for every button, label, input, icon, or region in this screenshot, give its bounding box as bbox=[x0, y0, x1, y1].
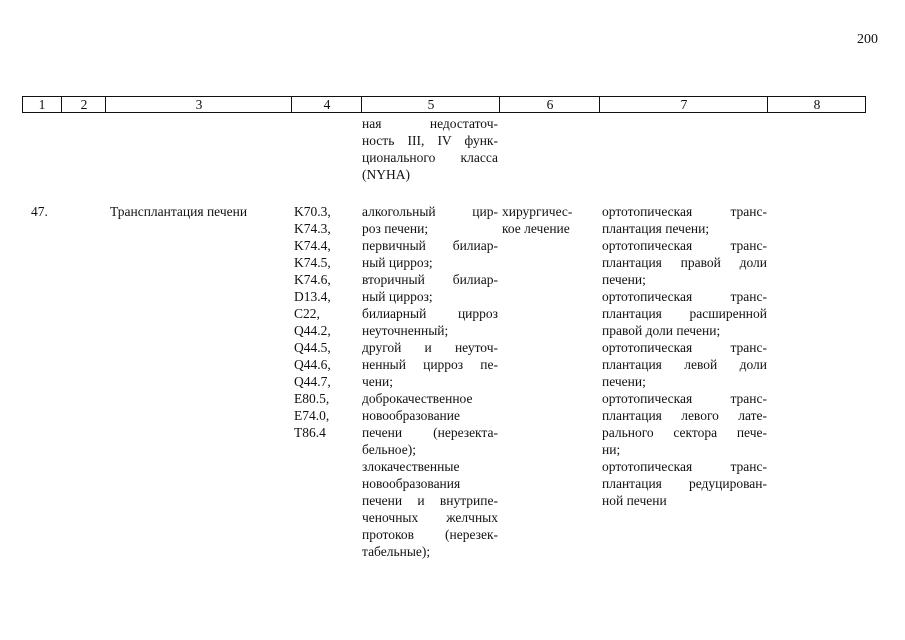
row-number: 47. bbox=[31, 204, 48, 219]
icd-code: K74.4, bbox=[294, 238, 331, 253]
treatment-type bbox=[502, 203, 572, 237]
method-line: плантация левой доли bbox=[602, 357, 767, 372]
row-name: Трансплантация печени bbox=[110, 204, 248, 219]
diagnosis-line: ченочных желчных bbox=[362, 510, 498, 525]
method-line: ортотопическая транс- bbox=[602, 204, 767, 219]
icd-code: E74.0, bbox=[294, 408, 330, 423]
treatment-line: хирургичес- bbox=[502, 204, 573, 219]
diagnosis-text bbox=[362, 203, 498, 560]
diagnosis-line: неуточненный; bbox=[362, 323, 449, 338]
method-line: ной печени bbox=[602, 493, 667, 508]
header-cell-4: 4 bbox=[291, 97, 362, 112]
diagnosis-line: бельное); bbox=[362, 442, 416, 457]
icd-code: Q44.2, bbox=[294, 323, 331, 338]
icd-code: E80.5, bbox=[294, 391, 330, 406]
method-line: плантация правой доли bbox=[602, 255, 767, 270]
icd-code: T86.4 bbox=[294, 425, 326, 440]
diagnosis-line: новообразования bbox=[362, 476, 461, 491]
header-cell-5: 5 bbox=[361, 97, 500, 112]
header-cell-8: 8 bbox=[767, 97, 866, 112]
icd-code: C22, bbox=[294, 306, 320, 321]
diagnosis-line: протоков (нерезек- bbox=[362, 527, 498, 542]
icd-code: Q44.7, bbox=[294, 374, 331, 389]
header-cell-3: 3 bbox=[105, 97, 292, 112]
icd-code: D13.4, bbox=[294, 289, 331, 304]
diagnosis-line: первичный билиар- bbox=[362, 238, 498, 253]
method-line: ортотопическая транс- bbox=[602, 391, 767, 406]
method-line: плантация левого лате- bbox=[602, 408, 767, 423]
treatment-methods bbox=[602, 203, 767, 509]
diagnosis-line: роз печени; bbox=[362, 221, 429, 236]
header-cell-2: 2 bbox=[61, 97, 106, 112]
diagnosis-line: табельные); bbox=[362, 544, 431, 559]
method-line: ортотопическая транс- bbox=[602, 459, 767, 474]
icd-code: Q44.5, bbox=[294, 340, 331, 355]
diagnosis-line: печени (нерезекта- bbox=[362, 425, 498, 440]
icd-code: Q44.6, bbox=[294, 357, 331, 372]
continuation-diagnosis bbox=[362, 115, 498, 183]
table-header-row bbox=[22, 96, 866, 113]
method-line: плантация расширенной bbox=[602, 306, 767, 321]
page-number: 200 bbox=[857, 32, 878, 47]
continuation-line: ная недостаточ- bbox=[362, 116, 498, 131]
diagnosis-line: злокачественные bbox=[362, 459, 460, 474]
header-cell-7: 7 bbox=[599, 97, 768, 112]
continuation-line: ность III, IV функ- bbox=[362, 133, 498, 148]
diagnosis-line: алкогольный цир- bbox=[362, 204, 498, 219]
header-cell-6: 6 bbox=[499, 97, 600, 112]
continuation-line: (NYHA) bbox=[362, 167, 410, 182]
method-line: ни; bbox=[602, 442, 621, 457]
method-line: печени; bbox=[602, 272, 646, 287]
method-line: ортотопическая транс- bbox=[602, 238, 767, 253]
method-line: плантация редуцирован- bbox=[602, 476, 767, 491]
icd-codes bbox=[294, 203, 331, 441]
method-line: ортотопическая транс- bbox=[602, 340, 767, 355]
diagnosis-line: ный цирроз; bbox=[362, 255, 433, 270]
icd-code: K74.5, bbox=[294, 255, 331, 270]
continuation-line: ционального класса bbox=[362, 150, 498, 165]
method-line: рального сектора пече- bbox=[602, 425, 767, 440]
diagnosis-line: вторичный билиар- bbox=[362, 272, 498, 287]
diagnosis-line: новообразование bbox=[362, 408, 461, 423]
icd-code: K74.3, bbox=[294, 221, 331, 236]
diagnosis-line: печени и внутрипе- bbox=[362, 493, 498, 508]
diagnosis-line: другой и неуточ- bbox=[362, 340, 498, 355]
method-line: плантация печени; bbox=[602, 221, 710, 236]
icd-code: K74.6, bbox=[294, 272, 331, 287]
diagnosis-line: доброкачественное bbox=[362, 391, 473, 406]
method-line: ортотопическая транс- bbox=[602, 289, 767, 304]
header-cell-1: 1 bbox=[38, 97, 46, 112]
diagnosis-line: билиарный цирроз bbox=[362, 306, 498, 321]
diagnosis-line: ный цирроз; bbox=[362, 289, 433, 304]
diagnosis-line: ненный цирроз пе- bbox=[362, 357, 498, 372]
diagnosis-line: чени; bbox=[362, 374, 393, 389]
method-line: печени; bbox=[602, 374, 646, 389]
treatment-line: кое лечение bbox=[502, 221, 570, 236]
icd-code: K70.3, bbox=[294, 204, 331, 219]
method-line: правой доли печени; bbox=[602, 323, 721, 338]
